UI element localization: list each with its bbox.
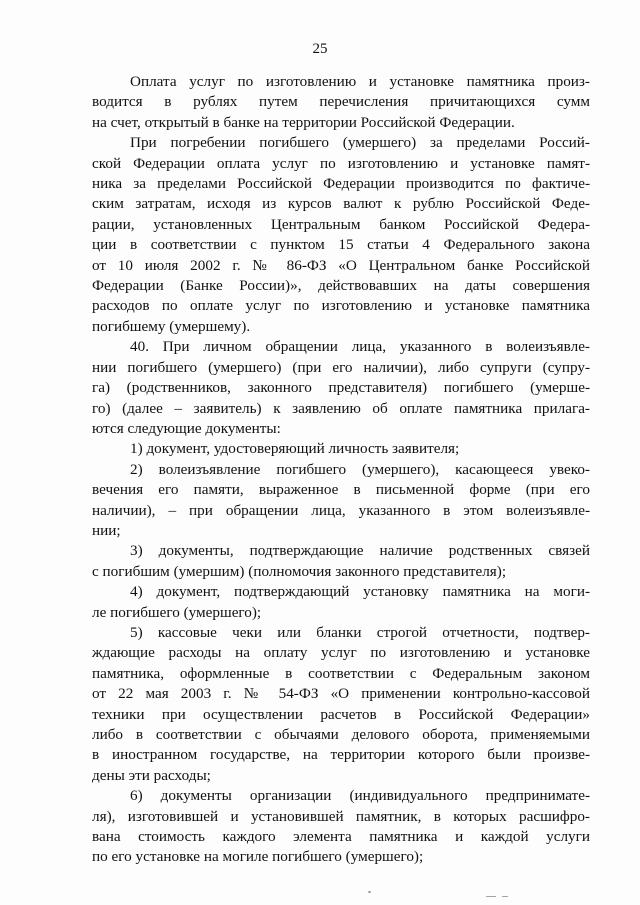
text-line: ля), изготовившей и установившей памятник, в которых расшифро- [92,807,590,825]
text-line: водится в рублях путем перечисления причитающихся сумм [92,93,590,111]
text-line: наличии), – при обращении лица, указанного в этом волеизъявле- [92,501,590,519]
text-line: 2) волеизъявление погибшего (умершего), касающееся увеко- [130,460,590,478]
text-line: 4) документ, подтверждающий установку памятника на моги- [130,583,590,601]
document-body [92,72,590,868]
paragraph [92,72,590,133]
text-line: Оплата услуг по изготовлению и установке памятника произ- [130,73,590,90]
text-line: техники при осуществлении расчетов в Российской Федерации» [92,705,590,723]
scan-artifact [502,896,508,897]
text-line: в иностранном государстве, на территории которого были произве- [92,746,590,764]
text-line: ским затратам, исходя из курсов валют к рублю Российской Феде- [92,195,590,213]
text-line: При погребении погибшего (умершего) за пределами Россий- [130,134,590,152]
text-line: с погибшим (умершим) (полномочия законного представителя); [92,562,507,580]
text-line: ника за пределами Российской Федерации производится по фактиче- [92,175,590,193]
paragraph [92,582,590,623]
scan-artifact [486,896,496,897]
text-line: расходов по оплате услуг по изготовлению и установке памятника [92,297,590,315]
paragraph [92,460,590,542]
text-line: нии; [92,521,121,539]
text-line: 5) кассовые чеки или бланки строгой отчетности, подтвер- [130,623,590,641]
text-line: погибшему (умершему). [92,317,251,335]
text-line: ской Федерации оплата услуг по изготовлению и установке памят- [92,154,590,172]
paragraph [92,337,590,439]
text-line: от 10 июля 2002 г. № 86-ФЗ «О Центральном банке Российской [92,256,590,274]
text-line: вана стоимость каждого элемента памятника и каждой услуги [92,828,590,846]
paragraph [92,133,590,337]
text-line: от 22 мая 2003 г. № 54-ФЗ «О применении контрольно-кассовой [92,685,590,703]
text-line: 6) документы организации (индивидуального предпринимате- [130,787,590,805]
text-line: памятника, оформленные в соответствии с Федеральным законом [92,664,590,682]
text-line: ции в соответствии с пунктом 15 статьи 4 Федерального закона [92,236,590,254]
text-line: 1) документ, удостоверяющий личность заявителя; [130,440,460,458]
text-line: ждающие расходы на оплату услуг по изготовлению и установке [92,644,590,662]
paragraph [92,623,590,786]
text-line: го) (далее – заявитель) к заявлению об оплате памятника прилага- [92,399,590,417]
text-line: рации, установленных Центральным банком Российской Федера- [92,215,590,233]
text-line: Федерации (Банке России)», действовавших на даты совершения [92,277,590,295]
text-line: га) (родственников, законного представителя) погибшего (умерше- [92,379,590,397]
paragraph [92,439,590,459]
text-line: вечения его памяти, выраженное в письменной форме (при его [92,481,590,499]
text-line: на счет, открытый в банке на территории Российской Федерации. [92,113,515,131]
scan-artifact [368,891,371,893]
paragraph [92,786,590,868]
text-line: дены эти расходы; [92,766,211,784]
page-number: 25 [312,41,328,57]
text-line: ются следующие документы: [92,419,281,437]
text-line: 3) документы, подтверждающие наличие родственных связей [130,542,590,560]
text-line: либо в соответствии с обычаями делового оборота, применяемыми [92,726,590,743]
paragraph [92,541,590,582]
text-line: 40. При личном обращении лица, указанного в волеизъявле- [130,338,590,356]
text-line: по его установке на могиле погибшего (умершего); [92,848,424,866]
text-line: ле погибшего (умершего); [92,603,262,621]
text-line: нии погибшего (умершего) (при его наличии), либо супруги (супру- [92,358,590,376]
